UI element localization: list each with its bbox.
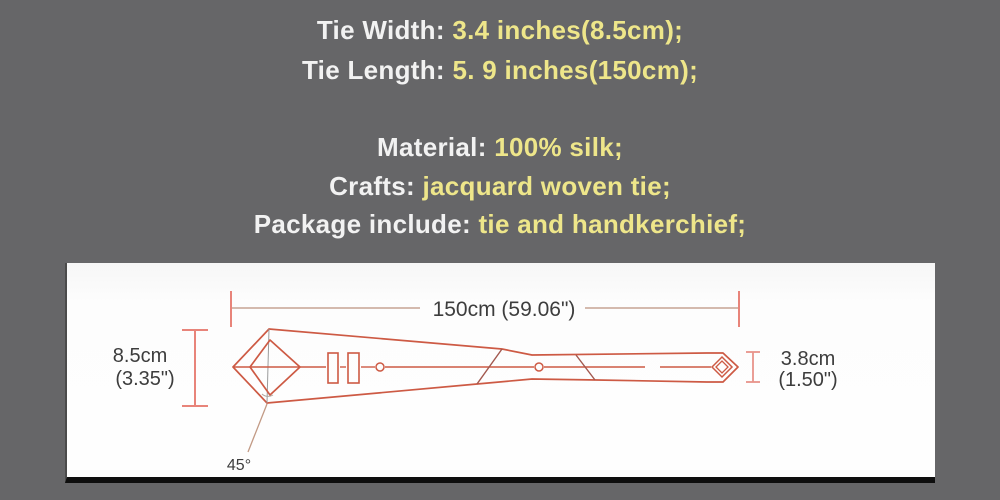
material-spec-block: [0, 128, 1000, 244]
spec-value: 3.4 inches(8.5cm);: [452, 15, 684, 45]
spec-line-material: [0, 128, 1000, 167]
keeper-loop-1: [328, 353, 338, 383]
length-dimension-label: 150cm (59.06"): [432, 298, 576, 321]
width-label-inch: (3.35"): [115, 368, 175, 390]
keeper-loop-2: [348, 353, 359, 383]
tip-angle-label: 45°: [226, 457, 252, 474]
width-label-cm: 8.5cm: [112, 345, 168, 367]
angle-leader-line: [248, 404, 267, 452]
spec-label: Tie Width:: [316, 15, 445, 45]
spec-line-package: [0, 205, 1000, 244]
spec-value: 100% silk;: [494, 132, 623, 162]
tip-angle-callout: [227, 394, 273, 474]
size-spec-block: [0, 10, 1000, 90]
spec-value: 5. 9 inches(150cm);: [452, 55, 699, 85]
tail-diamond-inner: [716, 361, 728, 373]
tie-dimension-diagram: [67, 263, 935, 477]
spec-line-tie-width: [0, 10, 1000, 50]
spec-label: Tie Length:: [301, 55, 445, 85]
spec-label: Package include:: [253, 209, 471, 240]
spec-line-tie-length: [0, 50, 1000, 90]
stitch-dot-2: [535, 363, 543, 371]
spec-value: tie and handkerchief;: [478, 209, 747, 240]
tail-width-dimension: [746, 348, 838, 391]
spec-label: Crafts:: [329, 170, 415, 201]
width-dimension: [113, 330, 208, 406]
stitch-dot-1: [376, 363, 384, 371]
tail-label-cm: 3.8cm: [780, 348, 836, 370]
length-dimension: [231, 291, 739, 327]
tail-label-inch: (1.50"): [778, 369, 838, 391]
tie-outline: [233, 329, 738, 403]
spec-value: jacquard woven tie;: [422, 170, 671, 201]
spec-label: Material:: [377, 132, 487, 162]
spec-line-crafts: [0, 167, 1000, 206]
tail-diamond-outer: [712, 357, 732, 377]
tie-diagram-panel: [65, 263, 935, 483]
